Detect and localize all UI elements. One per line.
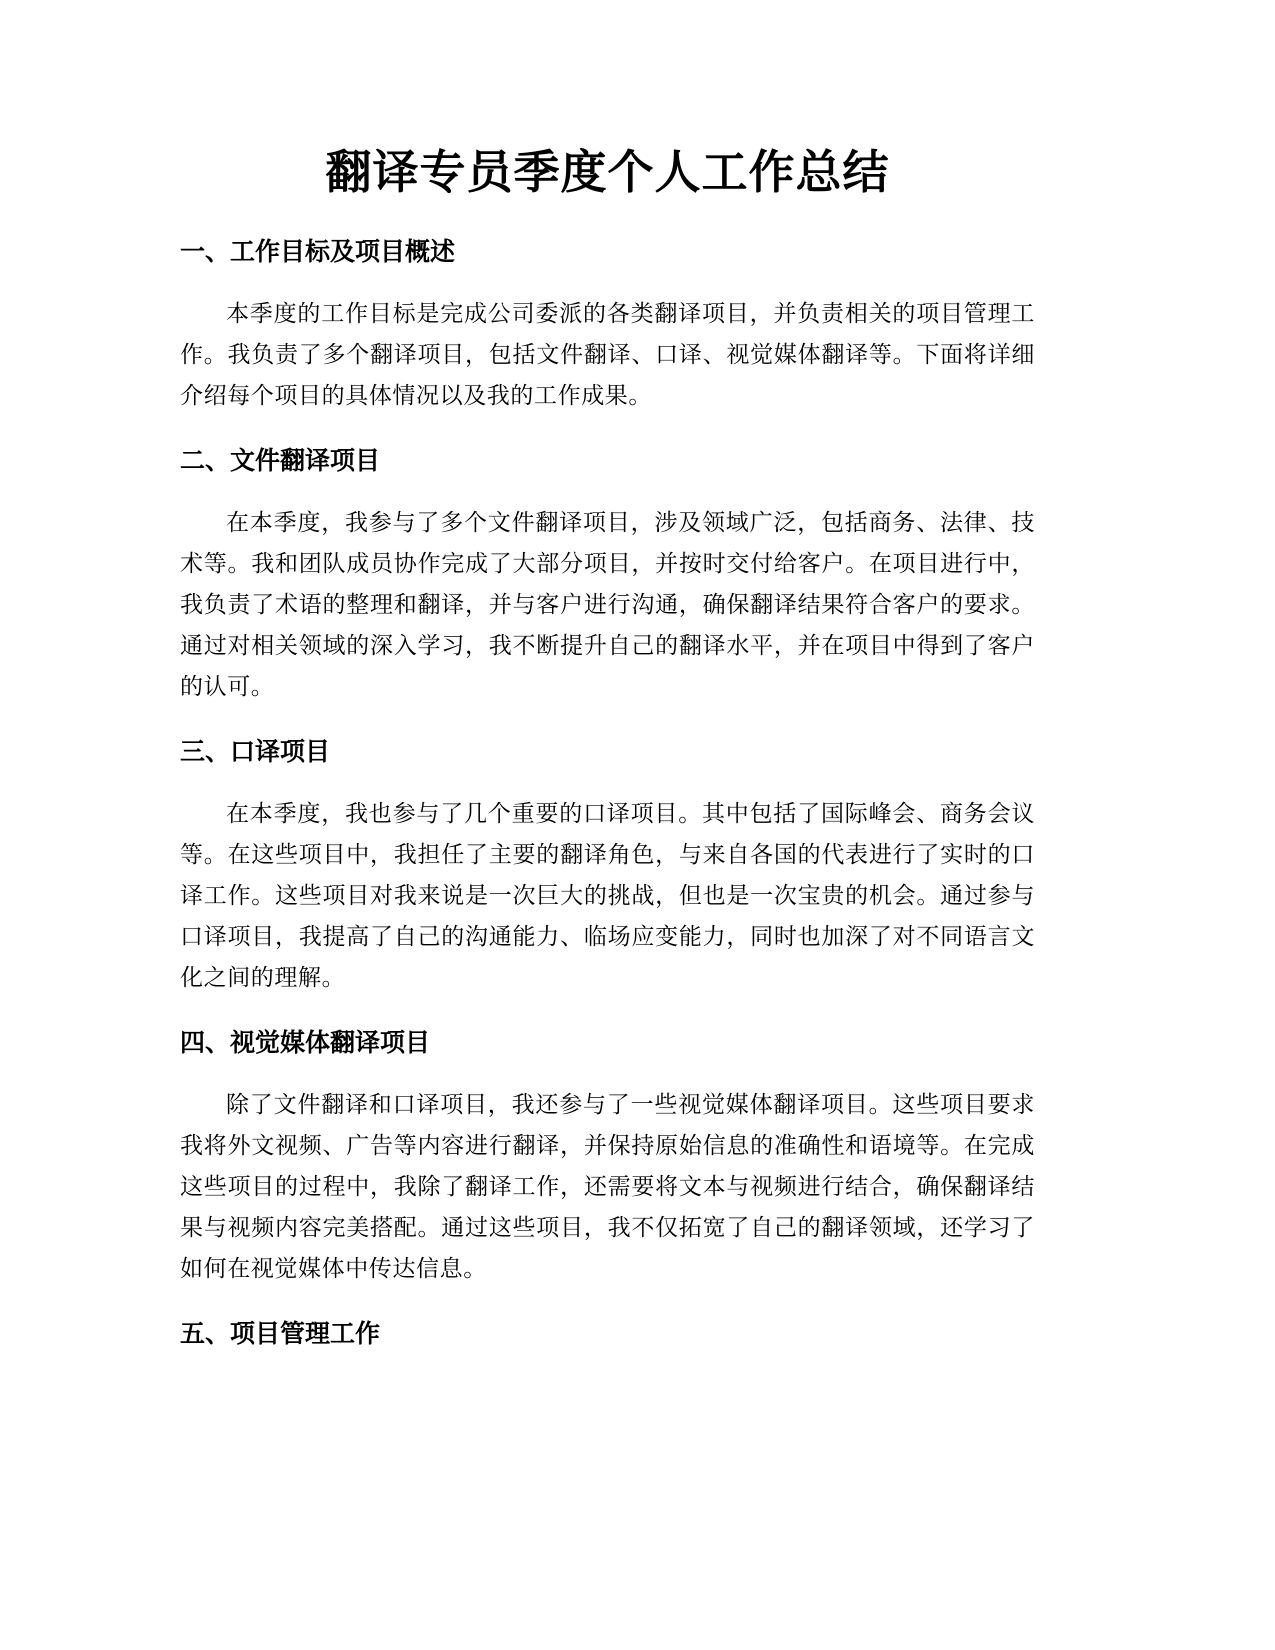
section-heading: 五、项目管理工作	[180, 1319, 381, 1348]
section-paragraph: 除了文件翻译和口译项目，我还参与了一些视觉媒体翻译项目。这些项目要求我将外文视频、广告等内容进行翻译，并保持原始信息的准确性和语境等。在完成这些项目的过程中，我除了翻译工作，还需要将文本与视频进行结合，确保翻译结果与视频内容完美搭配。通过这些项目，我不仅拓宽了自己的翻译领域，还学习了如何在视觉媒体中传达信息。	[180, 1092, 1035, 1282]
section-interpretation	[180, 732, 1035, 1023]
section-heading: 四、视觉媒体翻译项目	[180, 1028, 431, 1057]
document-title: 翻译专员季度个人工作总结	[325, 145, 890, 199]
section-heading: 二、文件翻译项目	[180, 446, 381, 475]
section-project-management	[180, 1314, 1035, 1354]
section-visual-media	[180, 1023, 1035, 1314]
section-goals-overview	[180, 232, 1035, 441]
section-paragraph: 在本季度，我也参与了几个重要的口译项目。其中包括了国际峰会、商务会议等。在这些项目中，我担任了主要的翻译角色，与来自各国的代表进行了实时的口译工作。这些项目对我来说是一次巨大的挑战，但也是一次宝贵的机会。通过参与口译项目，我提高了自己的沟通能力、临场应变能力，同时也加深了对不同语言文化之间的理解。	[180, 801, 1035, 991]
section-document-translation	[180, 441, 1035, 732]
section-paragraph: 本季度的工作目标是完成公司委派的各类翻译项目，并负责相关的项目管理工作。我负责了多个翻译项目，包括文件翻译、口译、视觉媒体翻译等。下面将详细介绍每个项目的具体情况以及我的工作成果。	[180, 301, 1035, 409]
section-heading: 一、工作目标及项目概述	[180, 237, 456, 266]
document-body	[180, 232, 1035, 1354]
section-paragraph: 在本季度，我参与了多个文件翻译项目，涉及领域广泛，包括商务、法律、技术等。我和团队成员协作完成了大部分项目，并按时交付给客户。在项目进行中，我负责了术语的整理和翻译，并与客户进行沟通，确保翻译结果符合客户的要求。通过对相关领域的深入学习，我不断提升自己的翻译水平，并在项目中得到了客户的认可。	[180, 510, 1035, 700]
section-heading: 三、口译项目	[180, 737, 331, 766]
